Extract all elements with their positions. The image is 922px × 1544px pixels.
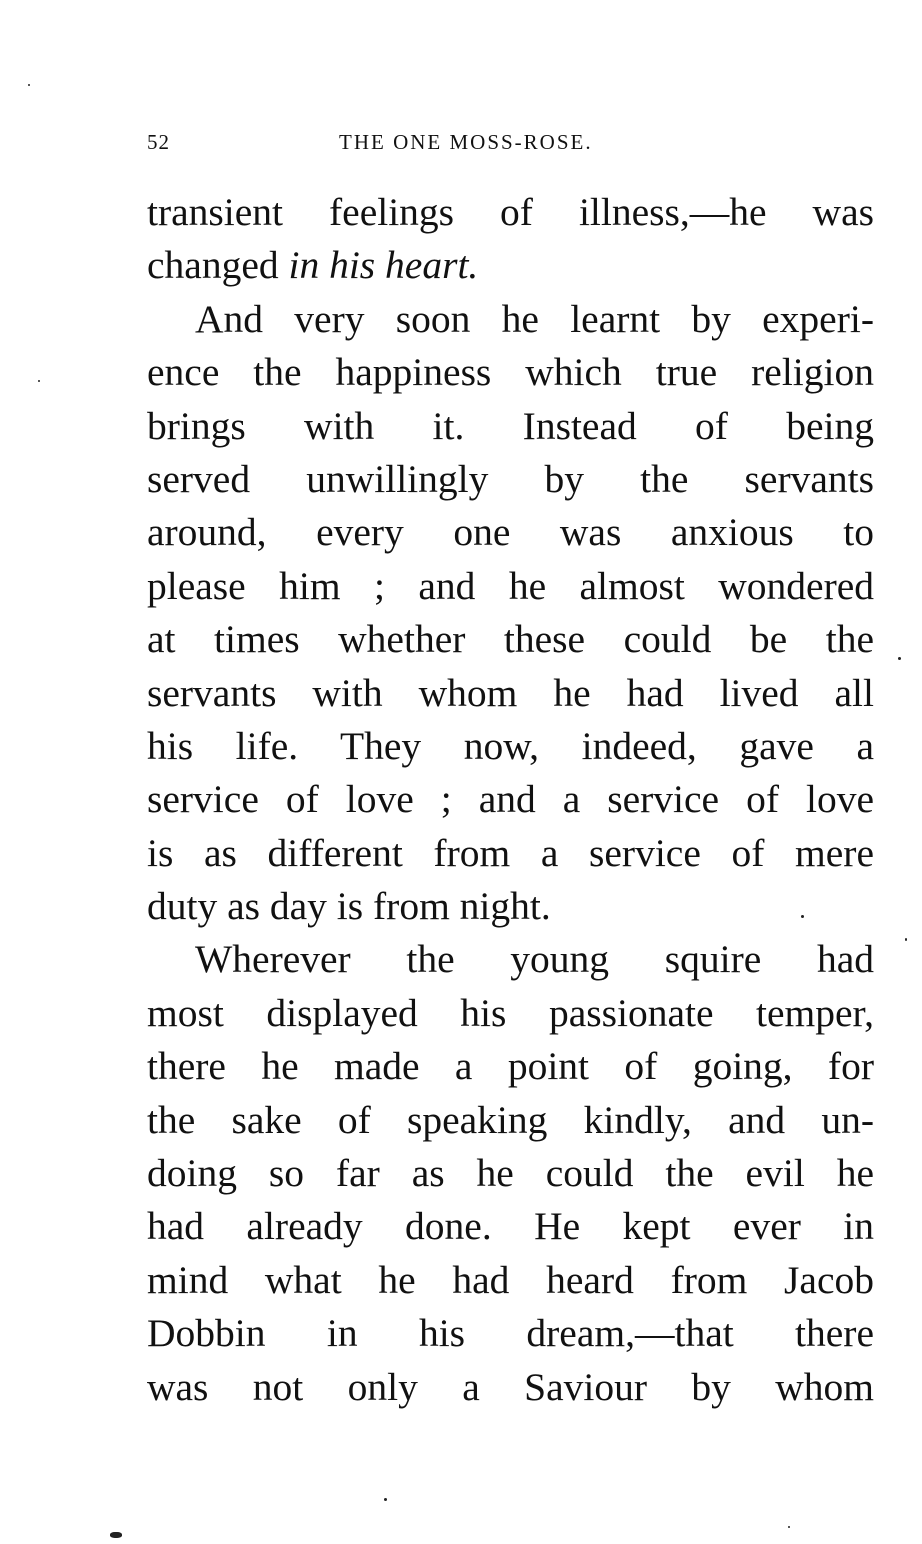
text-line: served unwillingly by the servants — [147, 456, 874, 501]
text-line: duty as day is from night. — [147, 884, 551, 929]
text-line: at times whether these could be the — [147, 617, 874, 662]
scan-speck — [110, 1532, 122, 1538]
text-line: around, every one was anxious to — [147, 510, 874, 555]
scan-speck — [788, 1526, 790, 1528]
page-number: 52 — [147, 130, 170, 154]
text-line: doing so far as he could the evil he — [147, 1151, 874, 1196]
paragraph-start-line: Wherever the young squire had — [195, 937, 874, 982]
text-line: his life. They now, indeed, gave a — [147, 723, 874, 768]
scan-speck — [905, 938, 907, 941]
scan-speck — [28, 84, 30, 86]
italic-emphasis: in his heart. — [288, 243, 479, 288]
text-line: servants with whom he had lived all — [147, 670, 874, 715]
text-line: changed in his heart. — [147, 243, 479, 288]
text-line: is as different from a service of mere — [147, 830, 874, 875]
running-head — [147, 126, 874, 158]
paragraph-start-line: And very soon he learnt by experi- — [195, 296, 874, 341]
text-line: had already done. He kept ever in — [147, 1204, 874, 1249]
body-text — [147, 186, 874, 1414]
text-line: brings with it. Instead of being — [147, 403, 874, 448]
scan-speck — [38, 380, 40, 382]
text-line: there he made a point of going, for — [147, 1044, 874, 1089]
text-line: the sake of speaking kindly, and un- — [147, 1097, 874, 1142]
running-title: THE ONE MOSS-ROSE. — [339, 130, 593, 154]
text-line: service of love ; and a service of love — [147, 777, 874, 822]
text-line: most displayed his passionate temper, — [147, 990, 874, 1035]
scan-speck — [384, 1498, 387, 1501]
text-line: transient feelings of illness,—he was — [147, 190, 874, 234]
text-line: Dobbin in his dream,—that there — [147, 1311, 874, 1356]
text-line: was not only a Saviour by whom — [147, 1364, 874, 1409]
text-line: mind what he had heard from Jacob — [147, 1257, 874, 1302]
text-line: please him ; and he almost wondered — [147, 563, 874, 608]
scan-speck — [801, 915, 804, 918]
scan-speck — [898, 657, 901, 660]
text-line: ence the happiness which true religion — [147, 350, 874, 395]
